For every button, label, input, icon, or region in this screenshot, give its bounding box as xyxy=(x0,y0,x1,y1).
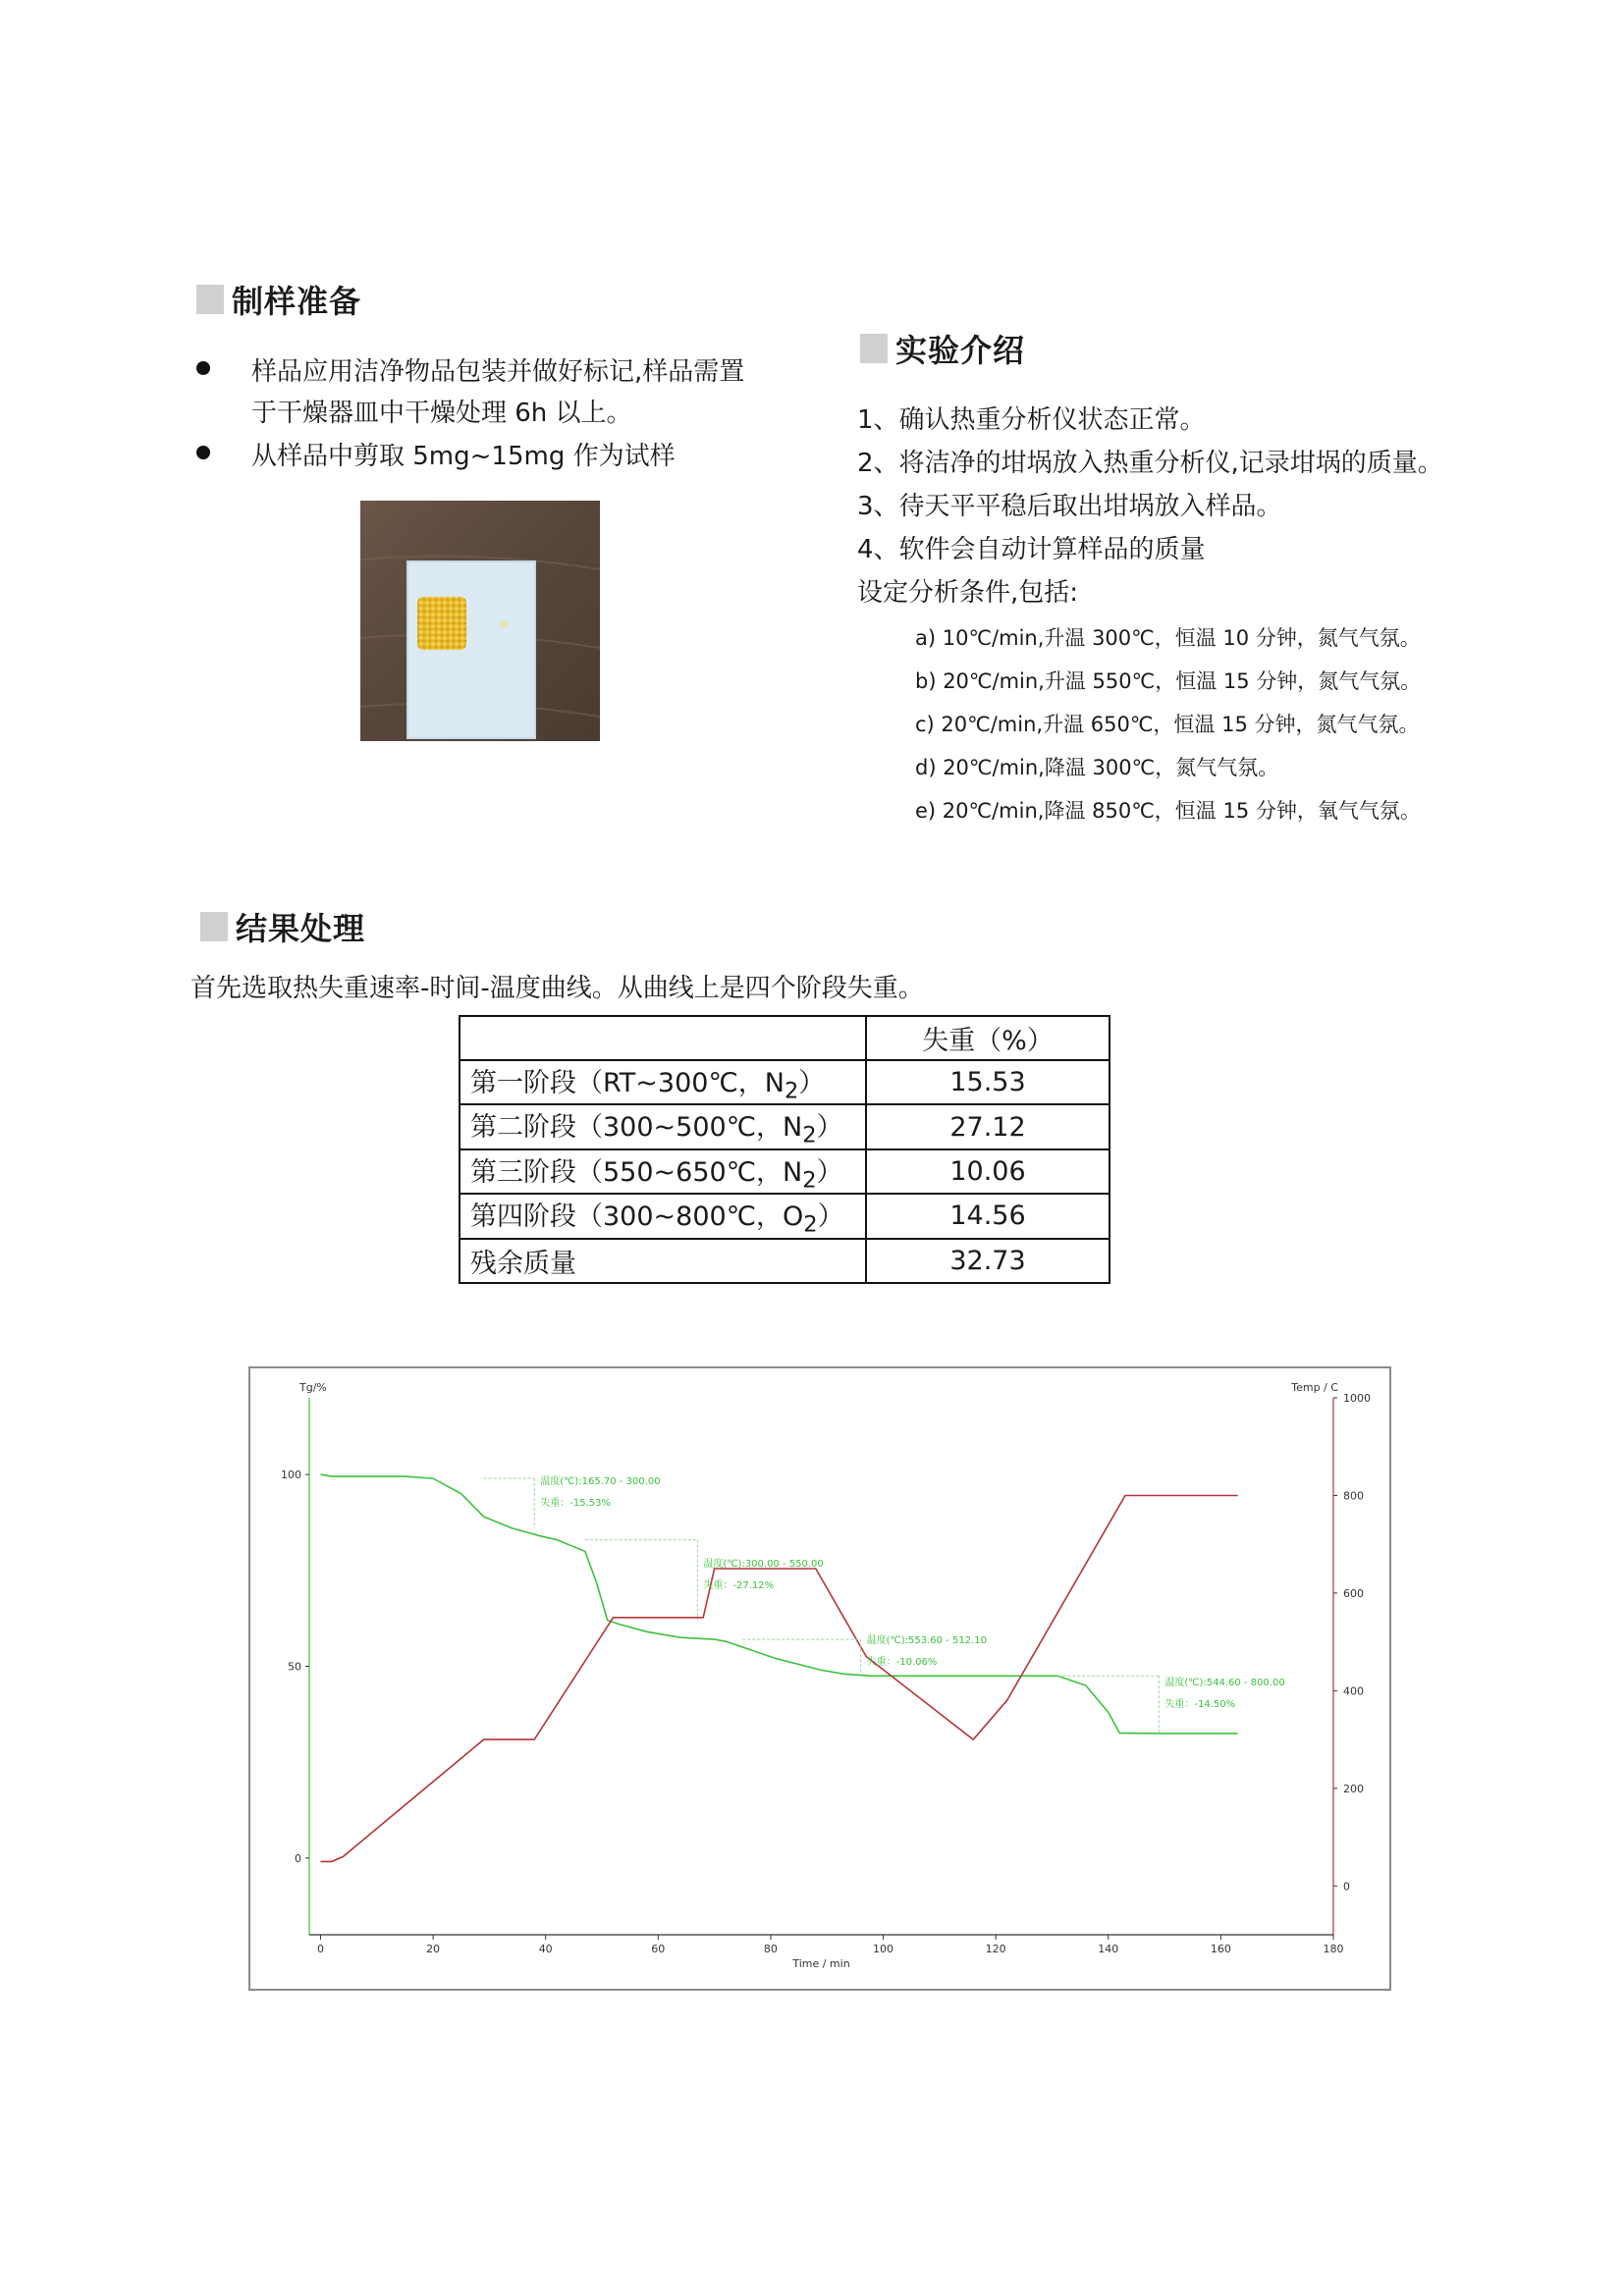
annotation-loss: 失重：-14.50% xyxy=(1164,1699,1236,1711)
condition-d: d) 20℃/min,降温 300℃，氮气气氛。 xyxy=(915,756,1279,779)
section-results-header xyxy=(200,904,365,949)
results-table-wrap xyxy=(459,1015,1110,1284)
table-row xyxy=(460,1149,1110,1194)
y-right-tick-label: 600 xyxy=(1343,1586,1364,1600)
table-row xyxy=(460,1060,1110,1104)
x-axis-label: Time / min xyxy=(792,1957,850,1970)
table-header-row xyxy=(460,1016,1110,1060)
condition-b: b) 20℃/min,升温 550℃，恒温 15 分钟，氮气气氛。 xyxy=(915,669,1422,693)
table-cell-stage: 第一阶段（RT~300℃，$N_2$） xyxy=(460,1060,866,1104)
y-left-tick-label: 0 xyxy=(295,1851,301,1865)
section-marker-icon xyxy=(196,285,224,314)
annotation-range: 温度(℃):300.00 - 550.00 xyxy=(703,1558,824,1570)
bullet-dot-icon xyxy=(196,361,210,375)
section-prep-header xyxy=(196,277,361,322)
results-intro: 首先选取热失重速率-时间-温度曲线。从曲线上是四个阶段失重。 xyxy=(190,974,924,1003)
table-cell-value: 10.06 xyxy=(866,1149,1110,1194)
table-cell-value: 32.73 xyxy=(866,1239,1110,1283)
table-cell-stage: 第四阶段（300~800℃，$O_2$） xyxy=(460,1194,866,1238)
prep-bullet-1-line2: 于干燥器皿中干燥处理 6h 以上。 xyxy=(251,399,632,428)
section-experiment-header xyxy=(860,326,1025,371)
y-axis-left-label: Tg/% xyxy=(299,1381,327,1394)
x-tick-label: 0 xyxy=(316,1943,324,1955)
table-cell-value: 14.56 xyxy=(866,1194,1110,1238)
table-header-cell xyxy=(460,1016,866,1060)
annotation-range: 温度(℃):165.70 - 300.00 xyxy=(540,1475,661,1487)
table-cell-value: 27.12 xyxy=(866,1104,1110,1148)
x-tick-label: 120 xyxy=(985,1943,1006,1955)
table-row xyxy=(460,1194,1110,1238)
annotation-loss: 失重：-15.53% xyxy=(540,1497,611,1509)
annotation-range: 温度(℃):544.60 - 800.00 xyxy=(1164,1678,1285,1689)
x-tick-label: 100 xyxy=(873,1943,894,1955)
table-cell-stage: 第二阶段（300~500℃，$N_2$） xyxy=(460,1104,866,1148)
experiment-conditions xyxy=(915,616,1543,832)
experiment-step-4: 4、软件会自动计算样品的质量 xyxy=(857,535,1206,564)
annotation-loss: 失重：-10.06% xyxy=(866,1657,938,1669)
section-marker-icon xyxy=(200,912,228,941)
tg-series-line xyxy=(321,1474,1238,1734)
section-prep-title: 制样准备 xyxy=(232,283,362,320)
y-right-tick-label: 0 xyxy=(1343,1880,1350,1894)
experiment-step-1: 1、确认热重分析仪状态正常。 xyxy=(857,405,1206,435)
section-experiment-title: 实验介绍 xyxy=(895,332,1026,369)
y-right-tick-label: 800 xyxy=(1343,1489,1364,1503)
experiment-conditions-intro: 设定分析条件,包括: xyxy=(857,578,1079,608)
results-table xyxy=(459,1015,1110,1284)
experiment-steps xyxy=(857,399,1544,614)
x-tick-label: 160 xyxy=(1210,1943,1231,1955)
condition-e: e) 20℃/min,降温 850℃，恒温 15 分钟，氧气气氛。 xyxy=(915,799,1421,823)
x-tick-label: 40 xyxy=(538,1943,553,1955)
y-left-tick-label: 100 xyxy=(281,1468,301,1482)
sample-photo xyxy=(360,501,600,741)
x-tick-label: 180 xyxy=(1323,1943,1344,1955)
table-cell-stage: 第三阶段（550~650℃，$N_2$） xyxy=(460,1149,866,1194)
condition-a: a) 10℃/min,升温 300℃，恒温 10 分钟，氮气气氛。 xyxy=(915,626,1421,650)
table-header-cell: 失重（%） xyxy=(866,1016,1110,1060)
annotation-loss: 失重：-27.12% xyxy=(703,1579,775,1591)
experiment-step-2: 2、将洁净的坩埚放入热重分析仪,记录坩埚的质量。 xyxy=(857,449,1443,478)
y-right-tick-label: 200 xyxy=(1343,1782,1364,1795)
bullet-dot-icon xyxy=(196,446,210,459)
tga-chart xyxy=(250,1368,1389,1989)
table-cell-value: 15.53 xyxy=(866,1060,1110,1104)
prep-bullet-1 xyxy=(196,351,825,434)
prep-bullet-2-line1: 从样品中剪取 5mg~15mg 作为试样 xyxy=(251,442,676,471)
table-row xyxy=(460,1239,1110,1283)
y-axis-right-label: Temp / C xyxy=(1291,1381,1338,1394)
table-cell-stage: 残余质量 xyxy=(460,1239,866,1283)
temp-series-line xyxy=(321,1496,1238,1862)
x-tick-label: 140 xyxy=(1098,1943,1119,1955)
x-tick-label: 60 xyxy=(651,1943,666,1955)
table-row xyxy=(460,1104,1110,1148)
condition-c: c) 20℃/min,升温 650℃，恒温 15 分钟，氮气气氛。 xyxy=(915,713,1420,736)
prep-bullet-2 xyxy=(196,436,825,477)
y-right-tick-label: 1000 xyxy=(1343,1392,1371,1405)
x-tick-label: 80 xyxy=(763,1943,778,1955)
y-right-tick-label: 400 xyxy=(1343,1684,1364,1698)
x-tick-label: 20 xyxy=(426,1943,441,1955)
section-marker-icon xyxy=(860,334,888,363)
prep-bullet-1-line1: 样品应用洁净物品包装并做好标记,样品需置 xyxy=(251,357,745,387)
annotation-range: 温度(℃):553.60 - 512.10 xyxy=(866,1635,987,1647)
y-left-tick-label: 50 xyxy=(288,1660,301,1674)
tga-chart-frame xyxy=(248,1366,1391,1991)
section-results-title: 结果处理 xyxy=(236,910,366,947)
experiment-step-3: 3、待天平平稳后取出坩埚放入样品。 xyxy=(857,492,1282,521)
